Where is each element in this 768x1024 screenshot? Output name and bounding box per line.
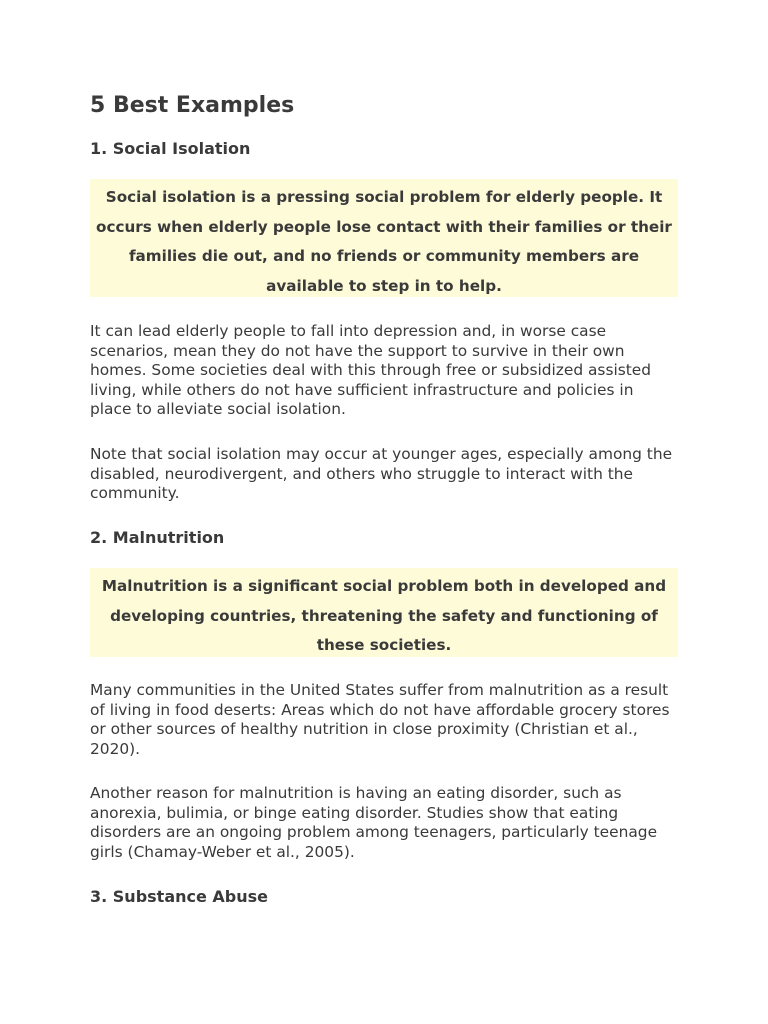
section-heading-social-isolation: 1. Social Isolation <box>90 139 251 158</box>
highlight-quote-malnutrition: Malnutrition is a significant social problem both in developed and developing countries, threatening the safety and functioning of these societies. <box>90 568 678 657</box>
section-heading-substance-abuse: 3. Substance Abuse <box>90 887 269 906</box>
page-title: 5 Best Examples <box>90 93 295 118</box>
highlight-quote-social-isolation: Social isolation is a pressing social problem for elderly people. It occurs when elderly people lose contact with their families or their families die out, and no friends or community members are available to step in to help. <box>90 179 678 297</box>
section-heading-malnutrition: 2. Malnutrition <box>90 528 225 547</box>
paragraph-malnutrition-eating-disorders: Another reason for malnutrition is having an eating disorder, such as anorexia, bulimia, or binge eating disorder. Studies show that eating disorders are an ongoing problem among teenagers, particularly teenage girls (Chamay-Weber et al., 2005). <box>90 784 658 861</box>
paragraph-malnutrition-food-deserts: Many communities in the United States suffer from malnutrition as a result of living in food deserts: Areas which do not have affordable grocery stores or other sources of healthy nutrition in close proximity (Christian et al., 2020). <box>90 681 670 758</box>
paragraph-social-isolation-effects: It can lead elderly people to fall into depression and, in worse case scenarios, mean they do not have the support to survive in their own homes. Some societies deal with this through free or subsidized assisted living, while others do not have sufficient infrastructure and policies in place to alleviate social isolation. <box>90 322 652 419</box>
paragraph-social-isolation-note: Note that social isolation may occur at younger ages, especially among the disabled, neurodivergent, and others who struggle to interact with the community. <box>90 445 673 503</box>
